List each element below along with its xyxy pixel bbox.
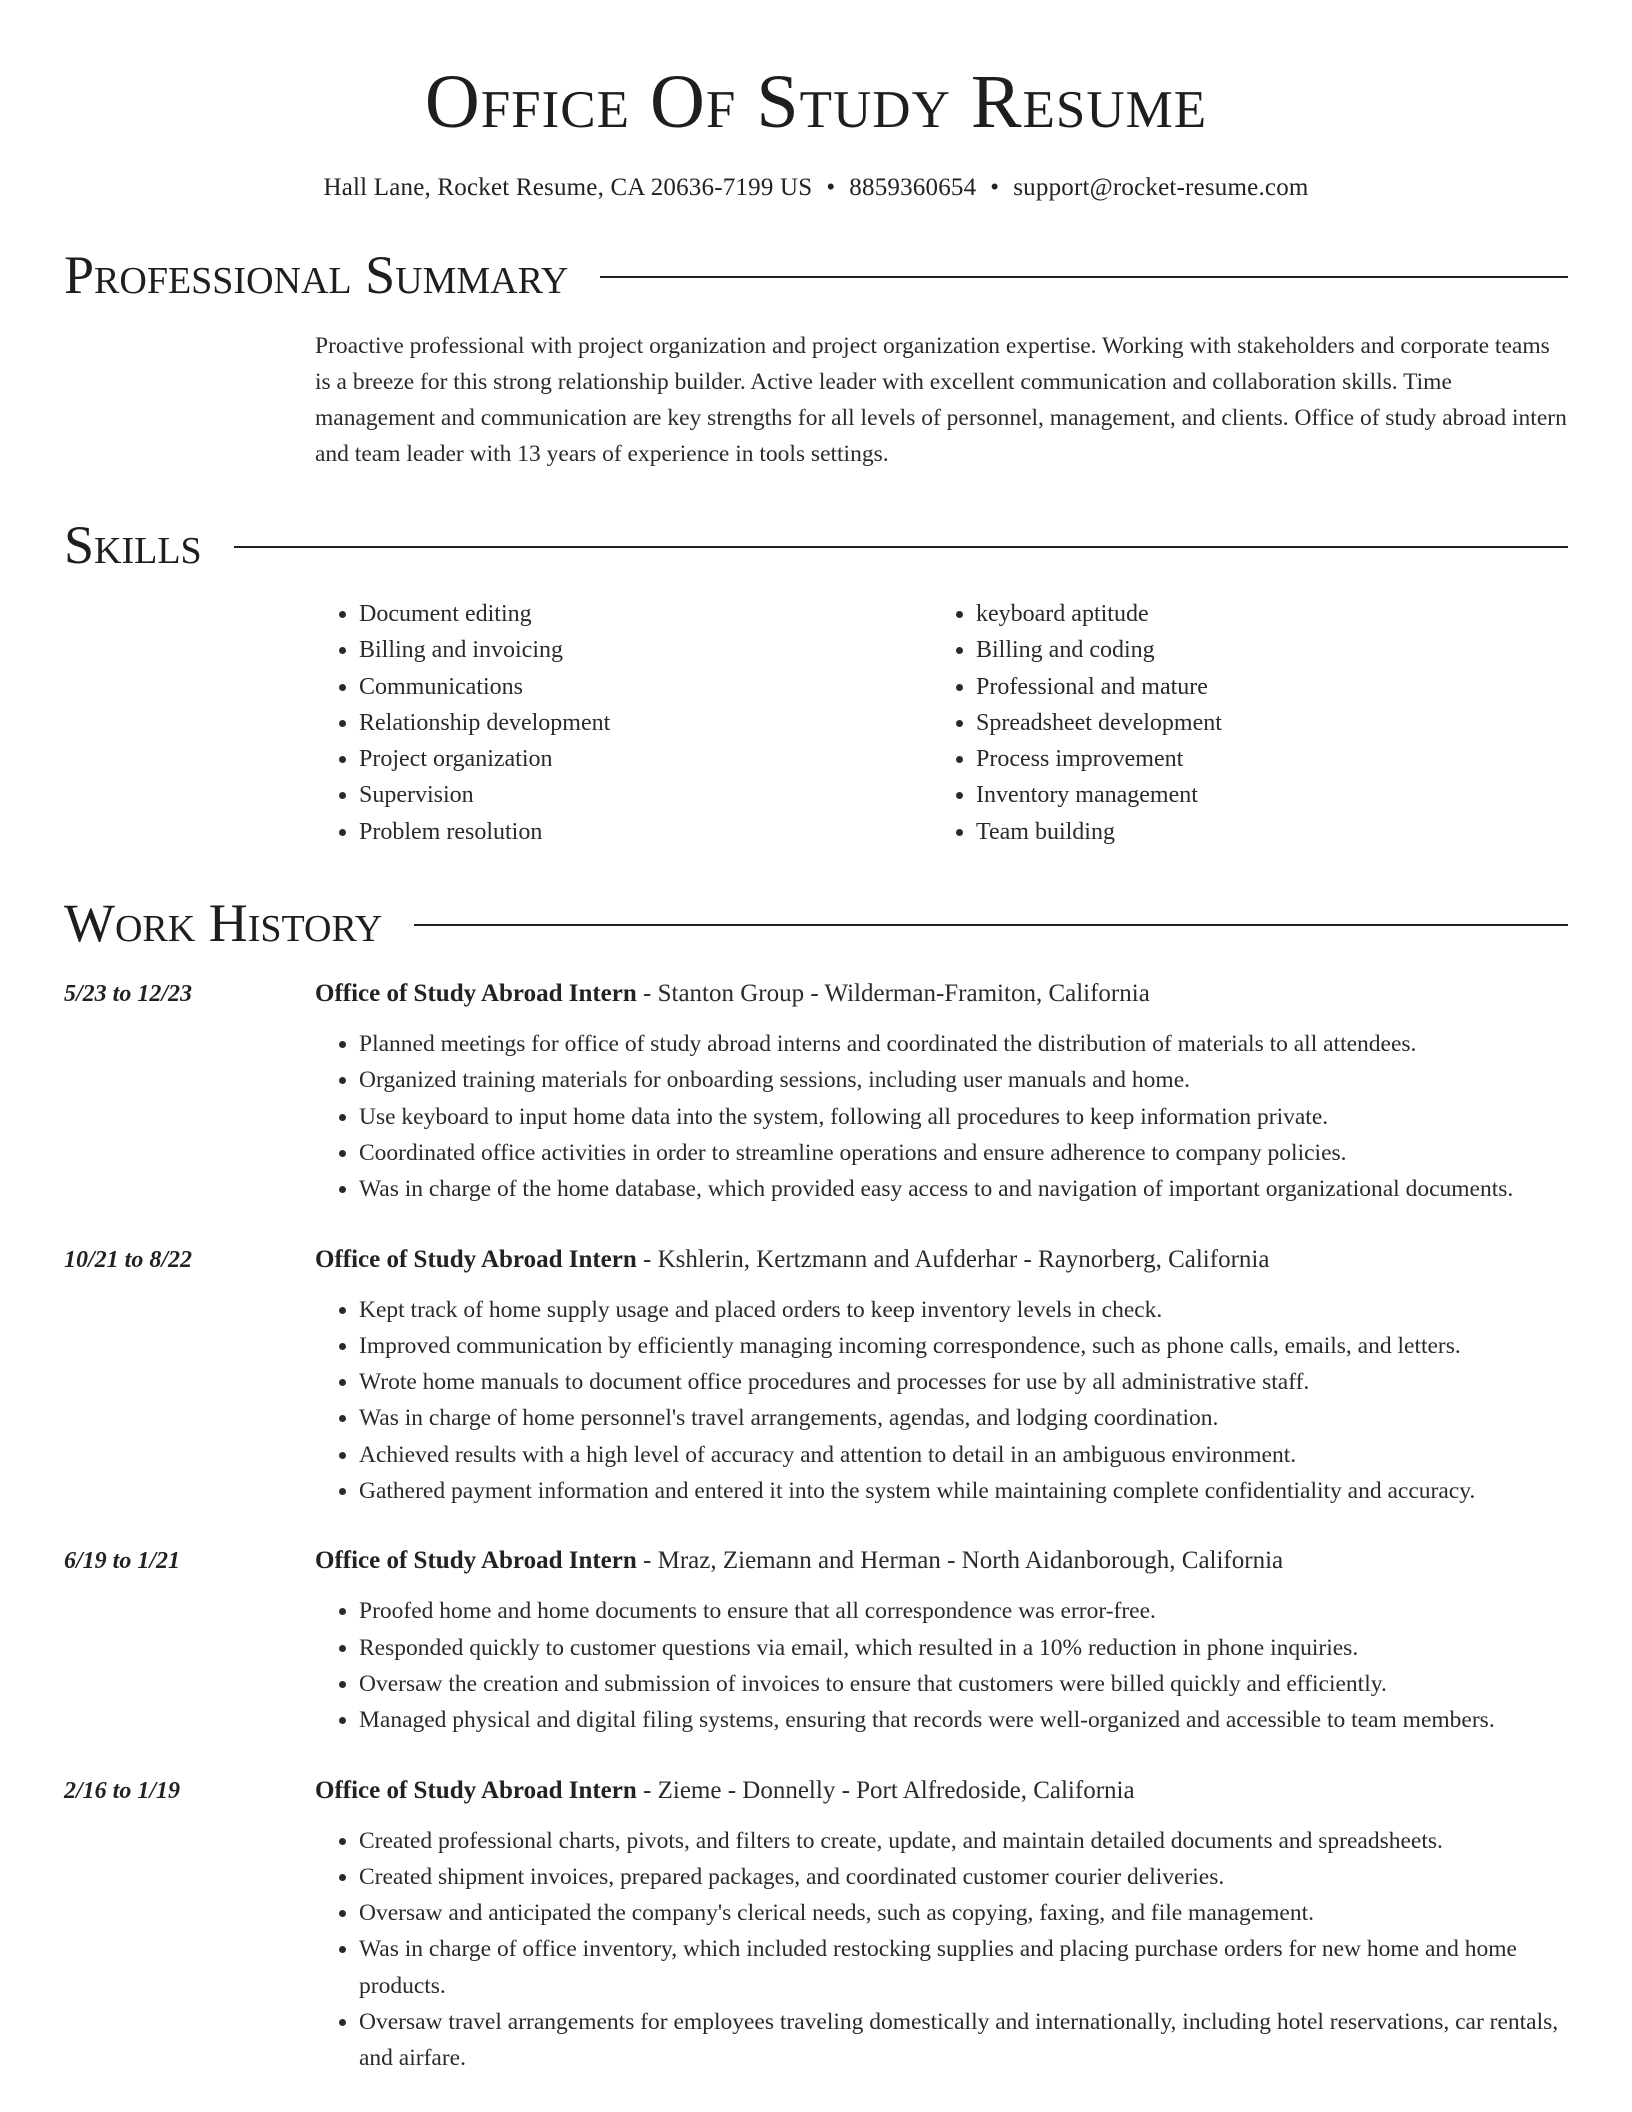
- job-bullet: • Was in charge of home personnel's travel arrangements, agendas, and lodging coordination.: [359, 1400, 1568, 1436]
- skill-item: • Process improvement: [976, 741, 1549, 777]
- section-divider: [414, 924, 1568, 926]
- summary-section-header: [64, 245, 1568, 305]
- skills-heading: Skills: [64, 515, 202, 575]
- job-bullets: [315, 1593, 1568, 1738]
- skill-item: • Relationship development: [359, 705, 932, 741]
- job-title: Office of Study Abroad Intern: [315, 1245, 637, 1273]
- skills-list-right: [932, 596, 1549, 850]
- skill-item: • Problem resolution: [359, 814, 932, 850]
- job-title-line: [315, 1543, 1568, 1579]
- job-bullet: • Responded quickly to customer questions via email, which resulted in a 10% reduction in phone inquiries.: [359, 1630, 1568, 1666]
- contact-address: Hall Lane, Rocket Resume, CA 20636-7199 US: [323, 174, 813, 201]
- skills-columns: [315, 596, 1568, 850]
- job-bullet: • Oversaw travel arrangements for employees traveling domestically and internationally, including hotel reservations, car rentals, and airfare.: [359, 2004, 1568, 2077]
- job-body: [315, 976, 1568, 1207]
- job-bullet: • Improved communication by efficiently managing incoming correspondence, such as phone calls, emails, and letters.: [359, 1328, 1568, 1364]
- job-bullets: [315, 1026, 1568, 1207]
- section-divider: [600, 276, 1568, 278]
- job-bullet: • Oversaw the creation and submission of invoices to ensure that customers were billed quickly and efficiently.: [359, 1666, 1568, 1702]
- summary-text: Proactive professional with project organization and project organization expertise. Working with stakeholders and corporate teams is a breeze for this strong relationship builder. Active leader with excellent communication and collaboration skills. Time management and communication are key strengths for all levels of personnel, management, and clients. Office of study abroad intern and team leader with 13 years of experience in tools settings.: [315, 333, 1567, 467]
- job-title: Office of Study Abroad Intern: [315, 1776, 637, 1804]
- job-company-location: - Zieme - Donnelly - Port Alfredoside, California: [636, 1776, 1135, 1804]
- work-history-list: [64, 976, 1568, 2077]
- job-title-line: [315, 976, 1568, 1012]
- summary-heading: Professional Summary: [64, 245, 569, 305]
- job-bullet: • Organized training materials for onboarding sessions, including user manuals and home.: [359, 1062, 1568, 1098]
- job-entry: [64, 1773, 1568, 2077]
- work-heading: Work History: [64, 893, 383, 954]
- job-title-line: [315, 1242, 1568, 1278]
- job-dates: 2/16 to 1/19: [64, 1777, 181, 1804]
- skill-item: • Inventory management: [976, 777, 1549, 813]
- skill-item: • Team building: [976, 814, 1549, 850]
- job-entry: [64, 1242, 1568, 1510]
- job-bullet: • Achieved results with a high level of accuracy and attention to detail in an ambiguous environment.: [359, 1437, 1568, 1473]
- job-bullet: • Wrote home manuals to document office procedures and processes for use by all administrative staff.: [359, 1364, 1568, 1400]
- skills-section-header: [64, 515, 1568, 575]
- job-bullet: • Created professional charts, pivots, and filters to create, update, and maintain detailed documents and spreadsheets.: [359, 1823, 1568, 1859]
- contact-separator: •: [990, 174, 1000, 201]
- section-divider: [234, 546, 1568, 548]
- job-title: Office of Study Abroad Intern: [315, 980, 637, 1008]
- job-company-location: - Stanton Group - Wilderman-Framiton, California: [636, 980, 1150, 1008]
- contact-email: support@rocket-resume.com: [1013, 174, 1309, 201]
- skill-item: • Project organization: [359, 741, 932, 777]
- skill-item: • Supervision: [359, 777, 932, 813]
- job-bullets: [315, 1823, 1568, 2077]
- contact-separator: •: [826, 174, 836, 201]
- skill-item: • keyboard aptitude: [976, 596, 1549, 632]
- job-company-location: - Kshlerin, Kertzmann and Aufderhar - Raynorberg, California: [636, 1245, 1270, 1273]
- skill-item: • Document editing: [359, 596, 932, 632]
- job-body: [315, 1242, 1568, 1510]
- job-body: [315, 1543, 1568, 1738]
- contact-line: [64, 174, 1568, 202]
- candidate-name: Office Of Study Resume: [424, 60, 1208, 144]
- job-company-location: - Mraz, Ziemann and Herman - North Aidanborough, California: [636, 1547, 1284, 1575]
- job-bullet: • Proofed home and home documents to ensure that all correspondence was error-free.: [359, 1593, 1568, 1629]
- job-bullet: • Coordinated office activities in order to streamline operations and ensure adherence to company policies.: [359, 1135, 1568, 1171]
- skill-item: • Billing and invoicing: [359, 632, 932, 668]
- job-bullet: • Managed physical and digital filing systems, ensuring that records were well-organized and accessible to team members.: [359, 1702, 1568, 1738]
- job-bullet: • Was in charge of the home database, which provided easy access to and navigation of important organizational documents.: [359, 1171, 1568, 1207]
- skills-list-left: [315, 596, 932, 850]
- job-bullets: [315, 1292, 1568, 1510]
- job-bullet: • Use keyboard to input home data into the system, following all procedures to keep information private.: [359, 1099, 1568, 1135]
- work-section-header: [64, 893, 1568, 954]
- job-bullet: • Was in charge of office inventory, which included restocking supplies and placing purchase orders for new home and home products.: [359, 1931, 1568, 2004]
- job-title-line: [315, 1773, 1568, 1809]
- job-bullet: • Kept track of home supply usage and placed orders to keep inventory levels in check.: [359, 1292, 1568, 1328]
- job-title: Office of Study Abroad Intern: [315, 1547, 637, 1575]
- job-bullet: • Planned meetings for office of study abroad interns and coordinated the distribution of materials to all attendees.: [359, 1026, 1568, 1062]
- contact-phone: 8859360654: [849, 174, 977, 201]
- job-body: [315, 1773, 1568, 2077]
- skill-item: • Spreadsheet development: [976, 705, 1549, 741]
- job-entry: [64, 976, 1568, 1207]
- job-bullet: • Oversaw and anticipated the company's clerical needs, such as copying, faxing, and file management.: [359, 1895, 1568, 1931]
- job-bullet: • Created shipment invoices, prepared packages, and coordinated customer courier deliveries.: [359, 1859, 1568, 1895]
- skill-item: • Billing and coding: [976, 632, 1549, 668]
- job-bullet: • Gathered payment information and entered it into the system while maintaining complete confidentiality and accuracy.: [359, 1473, 1568, 1509]
- skill-item: • Professional and mature: [976, 669, 1549, 705]
- job-dates: 6/19 to 1/21: [64, 1548, 181, 1575]
- job-dates: 10/21 to 8/22: [64, 1246, 193, 1273]
- skill-item: • Communications: [359, 669, 932, 705]
- job-dates: 5/23 to 12/23: [64, 981, 193, 1008]
- job-entry: [64, 1543, 1568, 1738]
